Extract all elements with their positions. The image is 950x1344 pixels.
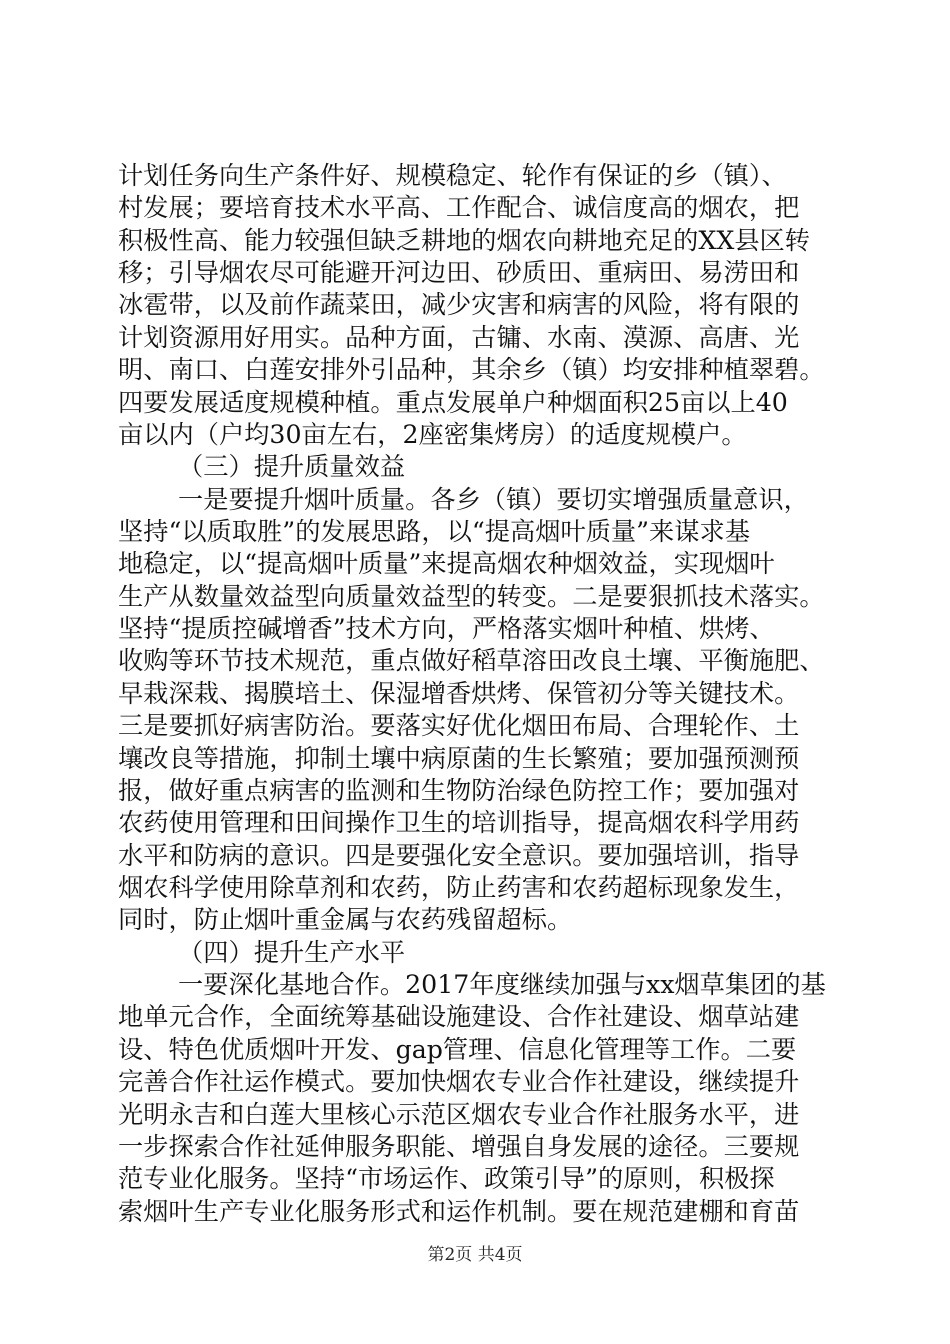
text-line: 计划任务向生产条件好、规模稳定、轮作有保证的乡（镇）、 [118, 161, 787, 190]
text-line: 完善合作社运作模式。要加快烟农专业合作社建设，继续提升 [118, 1067, 800, 1097]
text-line: 索烟叶生产专业化服务形式和运作机制。要在规范建棚和育苗 [118, 1196, 800, 1226]
text-line: 农药使用管理和田间操作卫生的培训指导，提高烟农科学用药 [118, 808, 800, 838]
text-line: 同时，防止烟叶重金属与农药残留超标。 [118, 905, 573, 935]
text-line: 地稳定，以“提高烟叶质量”来提高烟农种烟效益，实现烟叶 [118, 549, 775, 579]
text-line: 冰雹带，以及前作蔬菜田，减少灾害和病害的风险，将有限的 [118, 290, 800, 320]
text-line: 坚持“以质取胜”的发展思路，以“提高烟叶质量”来谋求基 [118, 517, 750, 546]
text-line: 生产从数量效益型向质量效益型的转变。二是要狠抓技术落实。 [118, 581, 825, 611]
text-line: 亩以内（户均30亩左右，2座密集烤房）的适度规模户。 [118, 419, 747, 449]
section-heading: （四）提升生产水平 [178, 937, 406, 967]
text-line: 地单元合作，全面统筹基础设施建设、合作社建设、烟草站建 [118, 1002, 800, 1032]
text-line: 村发展；要培育技术水平高、工作配合、诚信度高的烟农，把 [118, 193, 800, 223]
text-line: 计划资源用好用实。品种方面，古镛、水南、漠源、高唐、光 [118, 322, 800, 352]
text-line: 范专业化服务。坚持“市场运作、政策引导”的原则，积极探 [118, 1164, 775, 1194]
text-line: 壤改良等措施，抑制土壤中病原菌的生长繁殖；要加强预测预 [118, 743, 800, 773]
text-line: 四要发展适度规模种植。重点发展单户种烟面积25亩以上40 [118, 387, 788, 417]
text-line: 坚持“提质控碱增香”技术方向，严格落实烟叶种植、烘烤、 [118, 614, 775, 644]
text-line: 设、特色优质烟叶开发、gap管理、信息化管理等工作。二要 [118, 1034, 797, 1064]
text-line: 积极性高、能力较强但缺乏耕地的烟农向耕地充足的XX县区转 [118, 225, 811, 255]
text-line: 水平和防病的意识。四是要强化安全意识。要加强培训，指导 [118, 840, 800, 870]
paragraph-start-line: 一是要提升烟叶质量。各乡（镇）要切实增强质量意识， [178, 484, 809, 514]
text-line: 三是要抓好病害防治。要落实好优化烟田布局、合理轮作、土 [118, 711, 800, 741]
text-line: 早栽深栽、揭膜培土、保湿增香烘烤、保管初分等关键技术。 [118, 678, 800, 708]
text-line: 烟农科学使用除草剂和农药，防止药害和农药超标现象发生， [118, 873, 800, 902]
section-heading: （三）提升质量效益 [178, 452, 406, 482]
text-line: 收购等环节技术规范，重点做好稻草溶田改良土壤、平衡施肥、 [118, 646, 825, 676]
text-line: 移；引导烟农尽可能避开河边田、砂质田、重病田、易涝田和 [118, 258, 800, 288]
text-line: 光明永吉和白莲大里核心示范区烟农专业合作社服务水平，进 [118, 1099, 800, 1129]
text-line: 明、南口、白莲安排外引品种，其余乡（镇）均安排种植翠碧。 [118, 355, 825, 385]
paragraph-start-line: 一要深化基地合作。2017年度继续加强与xx烟草集团的基 [178, 970, 826, 1000]
text-line: 报，做好重点病害的监测和生物防治绿色防控工作；要加强对 [118, 775, 800, 805]
text-line: 一步探索合作社延伸服务职能、增强自身发展的途径。三要规 [118, 1131, 800, 1161]
page-number-footer: 第2页 共4页 [427, 1245, 523, 1265]
